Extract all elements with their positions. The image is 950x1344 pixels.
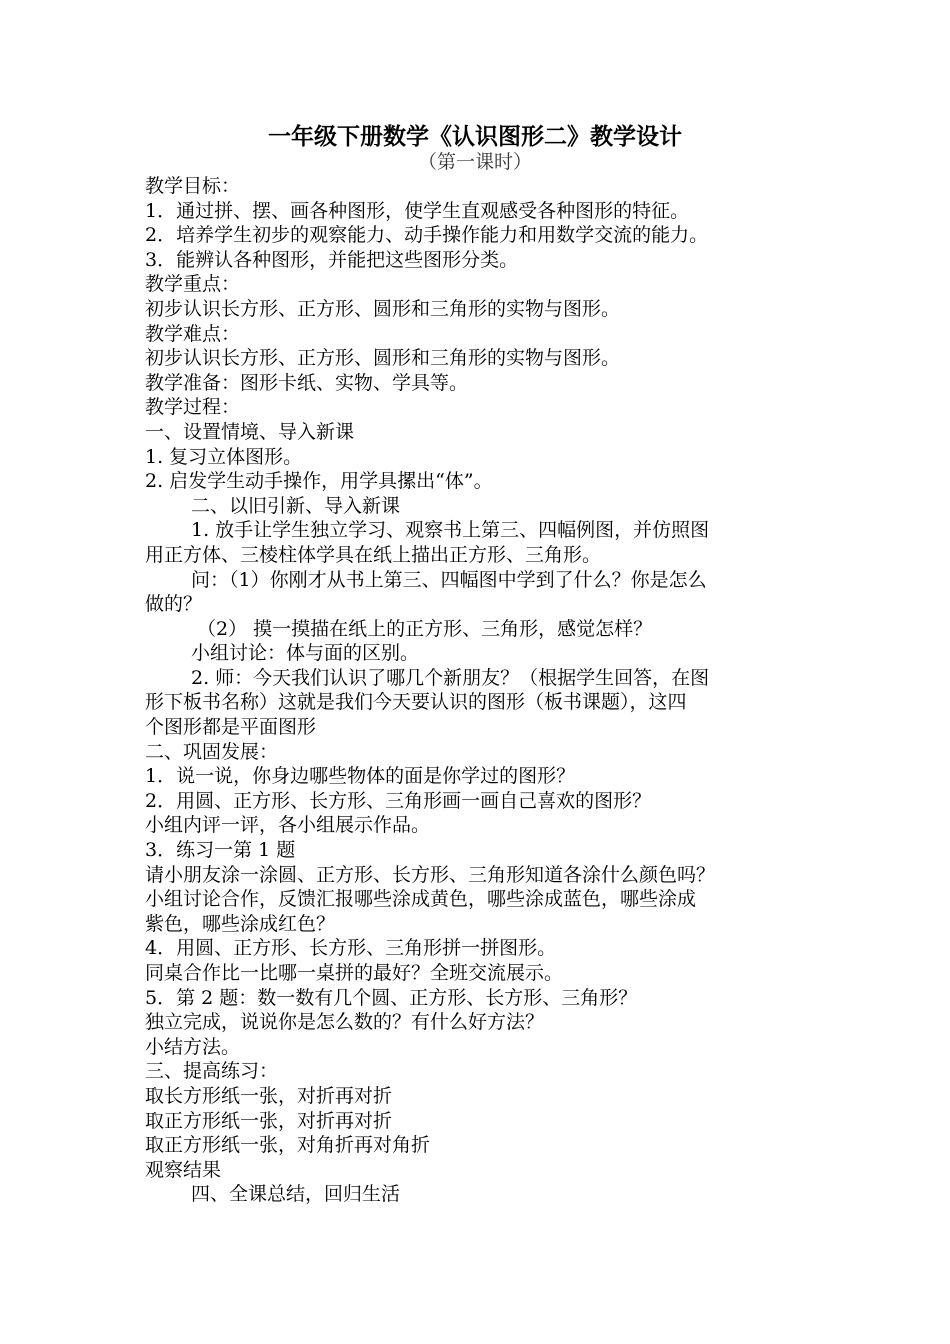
text-line: 教学难点：	[145, 322, 241, 345]
text-line: 问：（1）你刚才从书上第三、四幅图中学到了什么？你是怎么	[191, 568, 707, 591]
text-line: 二、巩固发展：	[145, 740, 279, 763]
text-line: 小组讨论：体与面的区别。	[191, 642, 420, 665]
text-line: 4．用圆、正方形、长方形、三角形拼一拼图形。	[145, 937, 557, 960]
text-line: 做的？	[145, 593, 203, 616]
document-body	[145, 174, 815, 1207]
text-line: 1．通过拼、摆、画各种图形，使学生直观感受各种图形的特征。	[145, 199, 690, 222]
text-line: （2） 摸一摸描在纸上的正方形、三角形，感觉怎样？	[197, 617, 653, 640]
text-line: 个图形都是平面图形	[145, 716, 317, 739]
text-line: 3．能辨认各种图形，并能把这些图形分类。	[145, 248, 519, 271]
text-line: 独立完成，说说你是怎么数的？有什么好方法？	[145, 1011, 545, 1034]
text-line: 同桌合作比一比哪一桌拼的最好？全班交流展示。	[145, 962, 564, 984]
text-line: 请小朋友涂一涂圆、正方形、长方形、三角形知道各涂什么颜色吗？	[145, 863, 716, 886]
text-line: 2. 启发学生动手操作，用学具摞出“体”。	[145, 470, 493, 493]
text-line: 教学重点：	[145, 273, 241, 296]
text-line: 四、全课总结，回归生活	[191, 1183, 401, 1206]
text-line: 三、提高练习：	[145, 1060, 279, 1083]
text-line: 用正方体、三棱柱体学具在纸上描出正方形、三角形。	[145, 543, 602, 566]
text-line: 2．培养学生初步的观察能力、动手操作能力和用数学交流的能力。	[145, 224, 709, 247]
text-line: 观察结果	[145, 1158, 222, 1181]
text-line: 二、以旧引新、导入新课	[191, 494, 401, 517]
text-line: 小结方法。	[145, 1035, 241, 1058]
text-line: 形下板书名称）这就是我们今天要认识的图形（板书课题），这四	[145, 691, 687, 714]
text-line: 教学目标：	[145, 175, 241, 197]
document-subtitle: （第一课时）	[417, 151, 532, 173]
text-line: 3．练习一第 1 题	[145, 839, 296, 862]
text-line: 一、设置情境、导入新课	[145, 420, 355, 443]
text-line: 初步认识长方形、正方形、圆形和三角形的实物与图形。	[145, 347, 621, 370]
text-line: 取长方形纸一张，对折再对折	[145, 1084, 393, 1107]
text-line: 取正方形纸一张，对角折再对角折	[145, 1134, 431, 1157]
text-line: 1．说一说，你身边哪些物体的面是你学过的图形？	[145, 765, 576, 788]
text-line: 小组内评一评，各小组展示作品。	[145, 814, 431, 837]
document-title: 一年级下册数学《认识图形二》教学设计	[268, 123, 682, 150]
text-line: 1. 复习立体图形。	[145, 445, 303, 468]
text-line: 2．用圆、正方形、长方形、三角形画一画自己喜欢的图形？	[145, 789, 652, 812]
text-line: 教学准备：图形卡纸、实物、学具等。	[145, 371, 469, 394]
text-line: 教学过程：	[145, 396, 241, 419]
text-line: 取正方形纸一张，对折再对折	[145, 1109, 393, 1132]
text-line: 紫色，哪些涂成红色？	[145, 912, 336, 935]
text-line: 5．第 2 题：数一数有几个圆、正方形、长方形、三角形？	[145, 986, 638, 1009]
text-line: 2. 师：今天我们认识了哪几个新朋友？（根据学生回答，在图	[191, 666, 710, 689]
text-line: 小组讨论合作，反馈汇报哪些涂成黄色，哪些涂成蓝色，哪些涂成	[145, 888, 697, 911]
text-line: 1. 放手让学生独立学习、观察书上第三、四幅例图，并仿照图	[191, 519, 710, 542]
text-line: 初步认识长方形、正方形、圆形和三角形的实物与图形。	[145, 297, 621, 320]
